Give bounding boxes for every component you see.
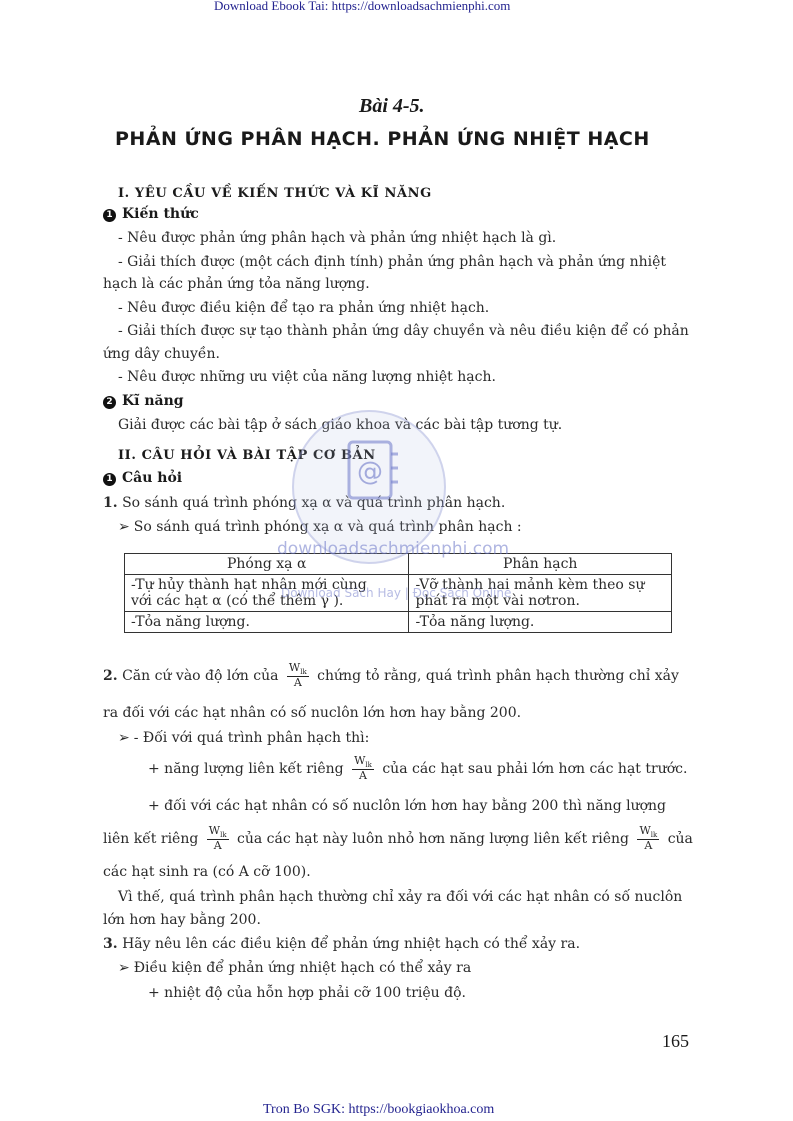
answer-text: - Đối với quá trình phân hạch thì: xyxy=(133,730,370,746)
answer-text: liên kết riêng xyxy=(103,830,199,847)
fraction-denominator: A xyxy=(359,769,367,783)
fraction-numerator: W xyxy=(354,754,366,767)
lesson-number: Bài 4-5. xyxy=(359,95,425,117)
lesson-title: PHẢN ỨNG PHÂN HẠCH. PHẢN ỨNG NHIỆT HẠCH xyxy=(115,128,650,150)
arrow-icon: ➢ xyxy=(118,730,130,746)
knowledge-line-2b: hạch là các phản ứng tỏa năng lượng. xyxy=(103,276,370,292)
answer-2-intro xyxy=(118,730,369,746)
question-2-line-1 xyxy=(103,662,679,690)
fraction-subscript: lk xyxy=(300,668,307,677)
watermark-site: downloadsachmienphi.com xyxy=(277,539,510,559)
knowledge-line-4b: ứng dây chuyền. xyxy=(103,346,220,362)
knowledge-label: Kiến thức xyxy=(122,206,199,222)
fraction-subscript: lk xyxy=(365,761,372,770)
number-badge: 2 xyxy=(103,396,116,409)
fraction-denominator: A xyxy=(213,839,222,853)
number-badge: 1 xyxy=(103,473,116,486)
skills-label: Kĩ năng xyxy=(122,393,184,409)
watermark-tagline: Download Sách Hay | Đọc Sách Online xyxy=(281,586,512,600)
fraction-numerator: W xyxy=(639,824,651,837)
answer-2-line-5b: lớn hơn hay bằng 200. xyxy=(103,912,261,928)
answer-2-line-3 xyxy=(103,825,693,853)
question-text: Hãy nêu lên các điều kiện để phản ứng nhiệt hạch có thể xảy ra. xyxy=(122,936,581,952)
knowledge-line-4a: - Giải thích được sự tạo thành phản ứng dây chuyền và nêu điều kiện để có phản xyxy=(118,323,689,339)
arrow-icon: ➢ xyxy=(118,519,130,535)
fraction-subscript: lk xyxy=(650,831,658,840)
binding-energy-fraction xyxy=(637,825,659,853)
question-number: 3. xyxy=(103,936,118,952)
table-cell-line: phát ra một vài nơtron. xyxy=(415,593,580,609)
answer-text: + năng lượng liên kết riêng xyxy=(148,760,344,777)
bottom-banner[interactable]: Tron Bo SGK: https://bookgiaokhoa.com xyxy=(263,1102,495,1117)
knowledge-line-2a: - Giải thích được (một cách định tính) phản ứng phân hạch và phản ứng nhiệt xyxy=(118,254,667,270)
answer-3-line-1: + nhiệt độ của hỗn hợp phải cỡ 100 triệu độ. xyxy=(148,985,466,1001)
section-2-heading: II. CÂU HỎI VÀ BÀI TẬP CƠ BẢN xyxy=(118,448,376,463)
question-number: 1. xyxy=(103,495,118,511)
answer-2-line-1 xyxy=(148,755,687,783)
section-1-heading: I. YÊU CẦU VỀ KIẾN THỨC VÀ KĨ NĂNG xyxy=(118,186,432,201)
question-text: chứng tỏ rằng, quá trình phân hạch thường chỉ xảy xyxy=(317,667,679,684)
binding-energy-fraction xyxy=(352,755,374,783)
binding-energy-fraction xyxy=(207,825,229,853)
question-text: So sánh quá trình phóng xạ α và quá trình phân hạch. xyxy=(122,495,506,511)
questions-heading xyxy=(103,470,182,486)
answer-2-line-4: các hạt sinh ra (có A cỡ 100). xyxy=(103,864,311,880)
knowledge-line-5: - Nêu được những ưu việt của năng lượng nhiệt hạch. xyxy=(118,369,496,385)
table-cell: -Tỏa năng lượng. xyxy=(125,612,409,633)
table-cell-line: -Tự hủy thành hạt nhân mới cùng xyxy=(131,577,367,593)
table-cell: -Tỏa năng lượng. xyxy=(409,612,672,633)
question-3 xyxy=(103,936,580,952)
binding-energy-fraction xyxy=(287,662,309,690)
knowledge-line-1: - Nêu được phản ứng phân hạch và phản ứng nhiệt hạch là gì. xyxy=(118,230,557,246)
answer-text: So sánh quá trình phóng xạ α và quá trình phân hạch : xyxy=(133,519,522,535)
top-banner[interactable]: Download Ebook Tai: https://downloadsachmienphi.com xyxy=(214,0,511,13)
table-header-radioactive: Phóng xạ α xyxy=(125,554,409,575)
answer-text: Điều kiện để phản ứng nhiệt hạch có thể xảy ra xyxy=(133,960,472,976)
questions-label: Câu hỏi xyxy=(122,470,183,486)
answer-2-line-2: + đối với các hạt nhân có số nuclôn lớn hơn hay bằng 200 thì năng lượng xyxy=(148,798,667,814)
table-header-fission: Phân hạch xyxy=(409,554,672,575)
skills-heading xyxy=(103,393,184,409)
arrow-icon: ➢ xyxy=(118,960,130,976)
fraction-subscript: lk xyxy=(220,831,227,840)
answer-text: của các hạt sau phải lớn hơn các hạt trước. xyxy=(382,760,688,777)
knowledge-heading xyxy=(103,206,199,222)
number-badge: 1 xyxy=(103,209,116,222)
page-number: 165 xyxy=(662,1031,689,1051)
question-2-line-2: ra đối với các hạt nhân có số nuclôn lớn hơn hay bằng 200. xyxy=(103,705,522,721)
answer-text: của các hạt này luôn nhỏ hơn năng lượng liên kết riêng xyxy=(237,830,629,847)
knowledge-line-3: - Nêu được điều kiện để tạo ra phản ứng nhiệt hạch. xyxy=(118,300,490,316)
question-text: Căn cứ vào độ lớn của xyxy=(122,667,279,684)
fraction-denominator: A xyxy=(293,676,302,690)
answer-2-line-5a: Vì thế, quá trình phân hạch thường chỉ xảy ra đối với các hạt nhân có số nuclôn xyxy=(118,889,683,905)
question-number: 2. xyxy=(103,667,118,684)
fraction-numerator: W xyxy=(208,824,221,837)
fraction-denominator: A xyxy=(644,839,653,853)
table-cell-line: -Vỡ thành hai mảnh kèm theo sự xyxy=(415,577,645,593)
fraction-numerator: W xyxy=(288,661,301,674)
answer-3 xyxy=(118,960,471,976)
answer-text: của xyxy=(667,830,693,847)
table-cell-line: với các hạt α (có thể thêm γ ). xyxy=(131,593,344,609)
svg-text:@: @ xyxy=(357,457,383,487)
skills-line-1: Giải được các bài tập ở sách giáo khoa và các bài tập tương tự. xyxy=(118,417,563,433)
